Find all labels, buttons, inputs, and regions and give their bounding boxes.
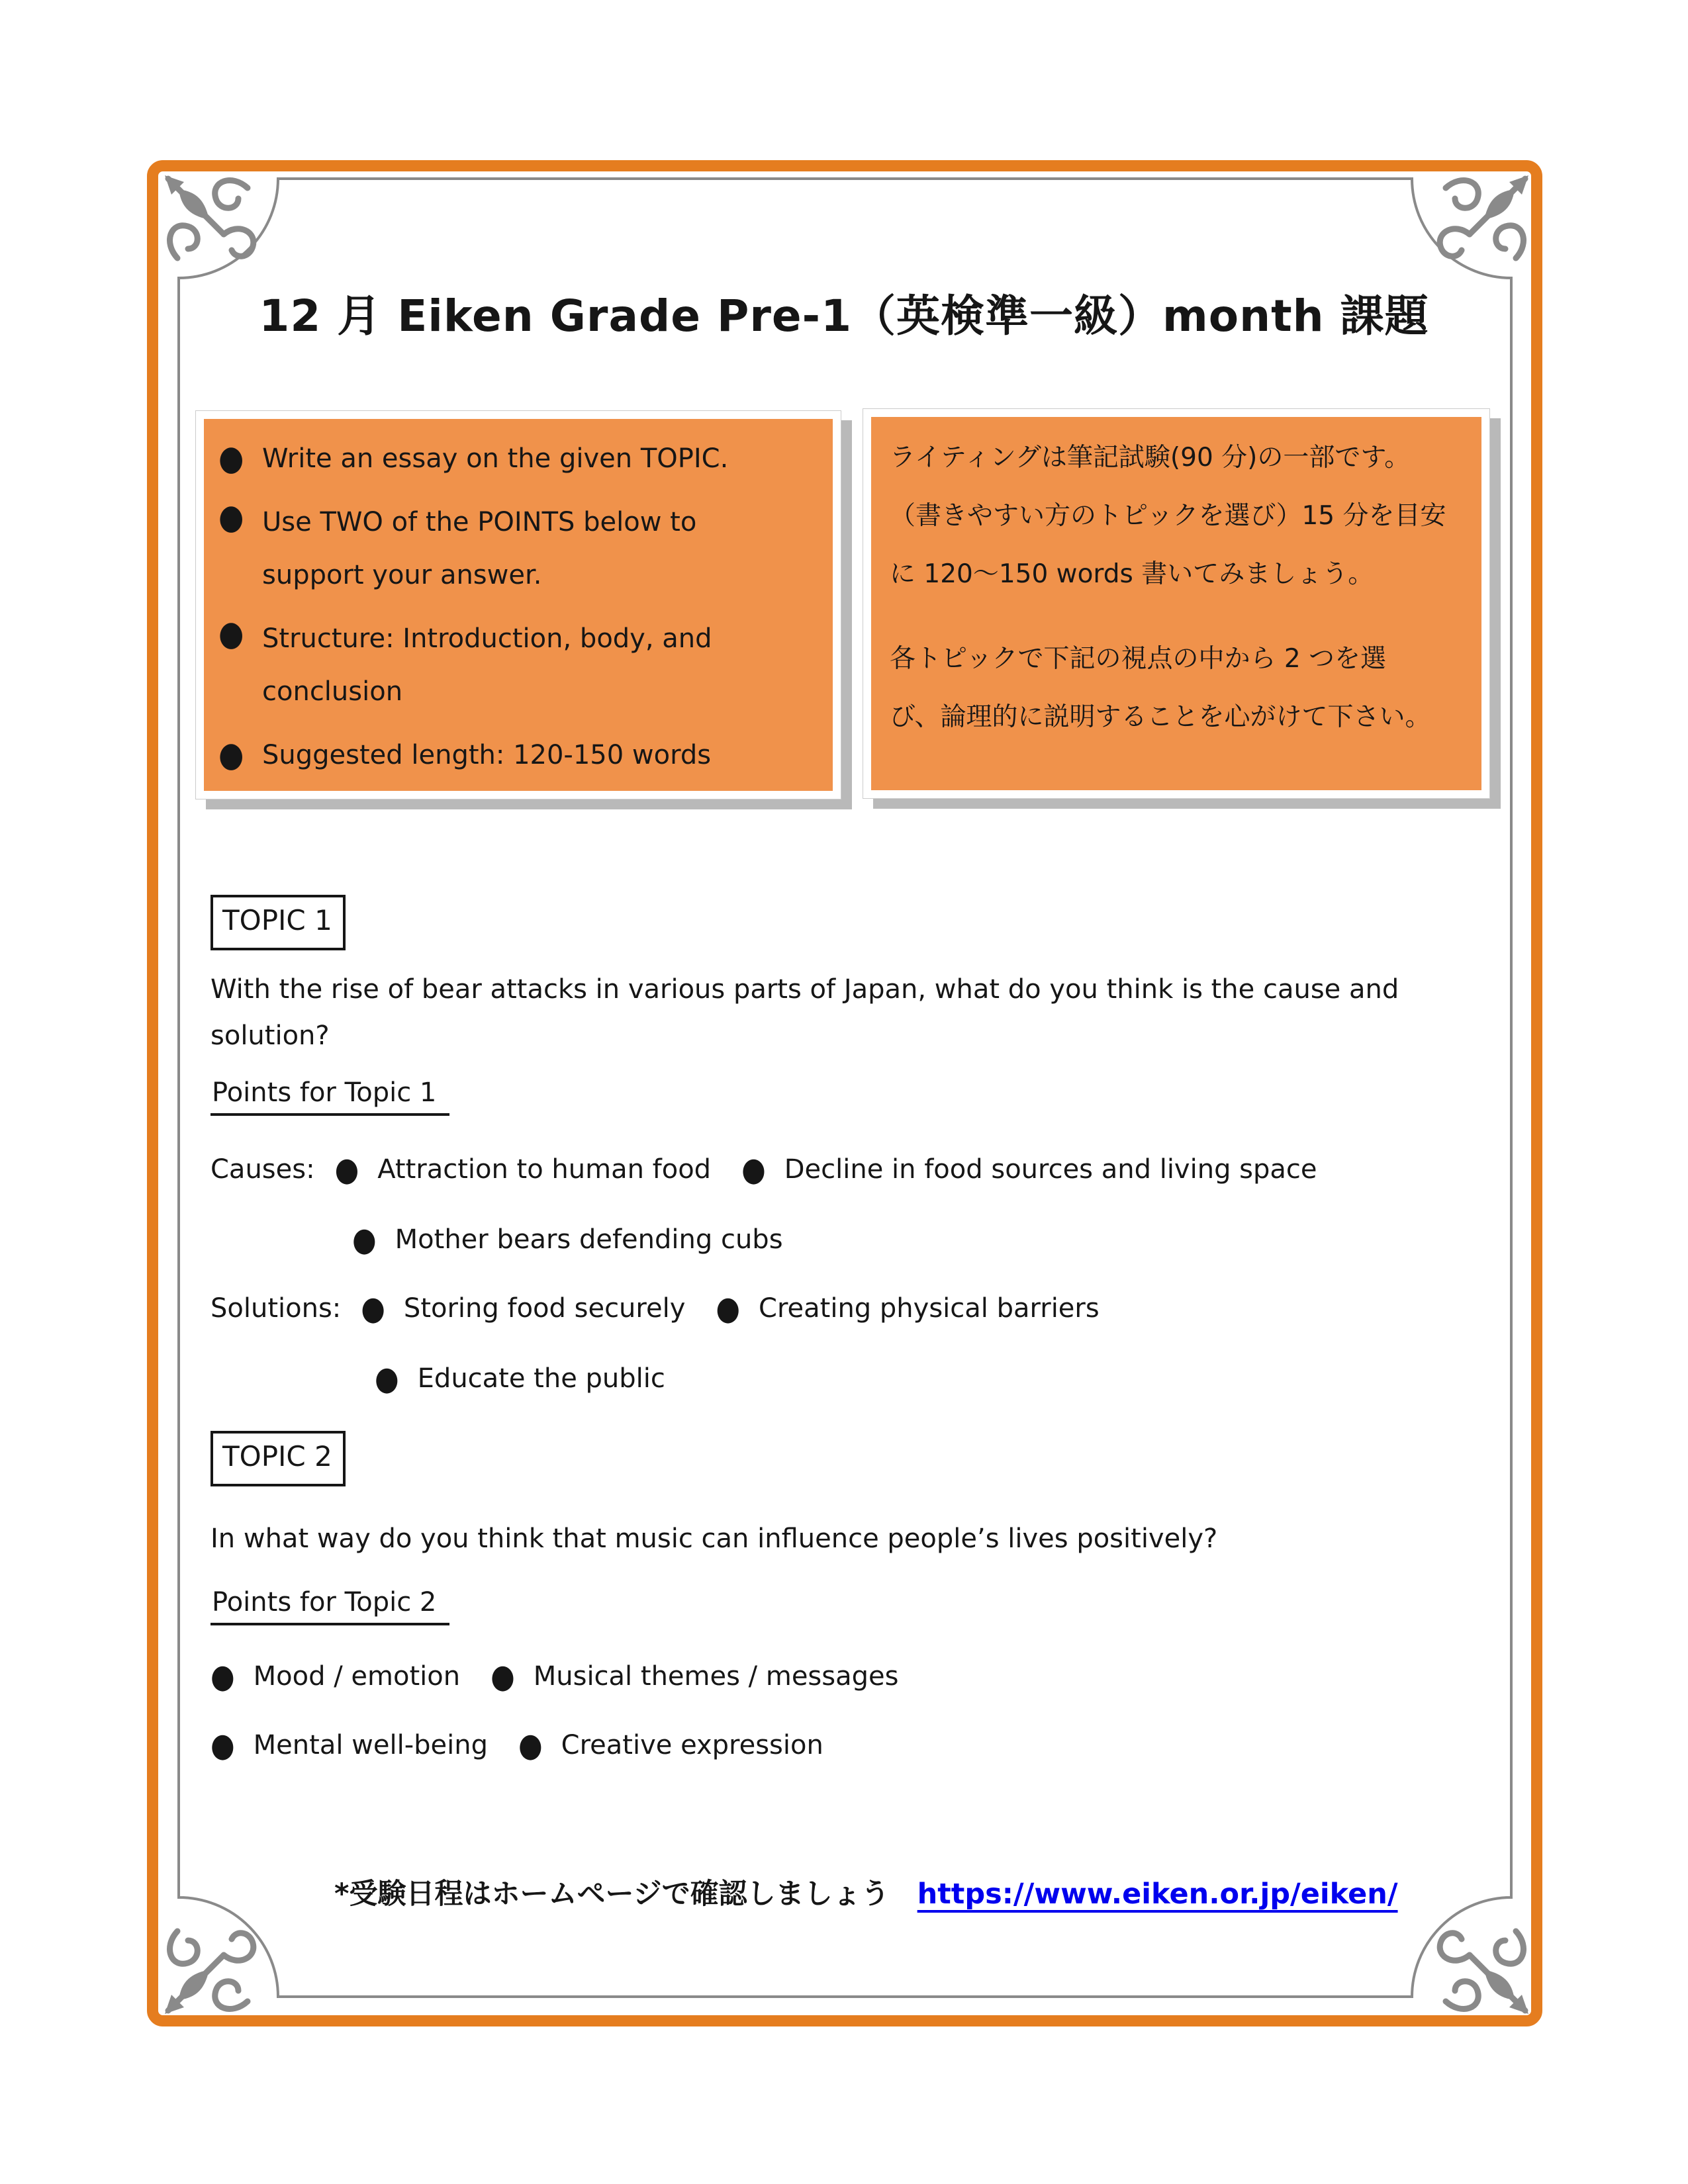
instruction-line-jp: に 120～150 words 書いてみましょう。 xyxy=(890,559,1374,589)
point-item: Mood / emotion xyxy=(253,1661,461,1692)
footer xyxy=(334,1872,1398,1912)
instruction-line-jp: び、論理的に説明することを心がけて下さい。 xyxy=(890,702,1431,732)
topic1-question-line: With the rise of bear attacks in various parts of Japan, what do you think is the cause and xyxy=(211,974,1399,1005)
topic2-label: TOPIC 2 xyxy=(211,1431,346,1486)
bullet-icon: ● xyxy=(218,735,244,775)
corner-flourish-icon xyxy=(163,173,262,273)
instruction-item xyxy=(218,496,821,602)
bullet-icon: ● xyxy=(716,1289,741,1328)
topic1-label: TOPIC 1 xyxy=(211,895,346,950)
instruction-line: support your answer. xyxy=(262,560,542,590)
instruction-line-jp: （書きやすい方のトピックを選び）15 分を目安 xyxy=(890,501,1446,531)
footer-note: *受験日程はホームページで確認しましょう xyxy=(334,1878,890,1911)
instructions-box-jp xyxy=(863,408,1490,799)
topic1-question xyxy=(211,966,1508,1059)
bullet-icon: ● xyxy=(361,1289,385,1328)
instruction-line: Write an essay on the given TOPIC. xyxy=(262,443,729,474)
topic1-points-heading: Points for Topic 1 xyxy=(211,1077,449,1116)
instruction-line-jp: ライティングは筆記試験(90 分)の一部です。 xyxy=(890,443,1411,473)
bullet-icon: ● xyxy=(334,1150,359,1189)
instruction-line: Suggested length: 120-150 words xyxy=(262,740,712,770)
page-title: 12 月 Eiken Grade Pre-1（英検準一級）month 課題 xyxy=(259,291,1429,341)
topic1-question-line: solution? xyxy=(211,1021,330,1051)
point-item: Storing food securely xyxy=(403,1293,686,1324)
instruction-item xyxy=(218,432,821,485)
instructions-box-en-fill xyxy=(204,419,833,791)
instruction-line: Structure: Introduction, body, and xyxy=(262,623,712,654)
corner-flourish-icon xyxy=(1431,173,1530,273)
bullet-icon: ● xyxy=(491,1657,515,1696)
instruction-line-jp: 各トピックで下記の視点の中から 2 つを選 xyxy=(890,644,1387,674)
topic1-causes-row xyxy=(211,1150,1317,1189)
topic2-points-heading: Points for Topic 2 xyxy=(211,1587,449,1625)
point-item: Attraction to human food xyxy=(377,1154,712,1185)
topic1-solutions-row2 xyxy=(375,1359,665,1398)
instruction-item xyxy=(218,729,821,782)
bullet-icon: ● xyxy=(375,1359,399,1398)
instruction-line: conclusion xyxy=(262,676,403,707)
point-item: Mental well-being xyxy=(253,1729,488,1760)
bullet-icon: ● xyxy=(218,497,244,537)
corner-flourish-icon xyxy=(1431,1917,1530,2016)
bullet-icon: ● xyxy=(518,1725,543,1764)
eiken-link[interactable]: https://www.eiken.or.jp/eiken/ xyxy=(917,1878,1398,1911)
instructions-box-jp-fill xyxy=(871,417,1481,790)
causes-label: Causes: xyxy=(211,1154,315,1185)
point-item: Creating physical barriers xyxy=(759,1293,1100,1324)
solutions-label: Solutions: xyxy=(211,1293,342,1324)
bullet-icon: ● xyxy=(741,1150,766,1189)
bullet-icon: ● xyxy=(352,1220,377,1259)
point-item: Creative expression xyxy=(561,1729,823,1760)
instruction-line: Use TWO of the POINTS below to xyxy=(262,507,697,537)
topic2-points-row1 xyxy=(211,1657,899,1696)
corner-flourish-icon xyxy=(163,1917,262,2016)
point-item: Mother bears defending cubs xyxy=(395,1224,783,1255)
topic2-points-row2 xyxy=(211,1725,823,1764)
point-item: Musical themes / messages xyxy=(533,1661,899,1692)
bullet-icon: ● xyxy=(218,438,244,478)
instructions-box-en xyxy=(195,410,841,799)
topic2-question: In what way do you think that music can influence people’s lives positively? xyxy=(211,1524,1218,1554)
bullet-icon: ● xyxy=(218,614,244,654)
point-item: Educate the public xyxy=(417,1363,665,1394)
point-item: Decline in food sources and living space xyxy=(784,1154,1317,1185)
topic1-solutions-row xyxy=(211,1289,1100,1328)
instruction-item xyxy=(218,612,821,718)
bullet-icon: ● xyxy=(211,1725,235,1764)
bullet-icon: ● xyxy=(211,1657,235,1696)
topic1-causes-row2 xyxy=(352,1220,783,1259)
